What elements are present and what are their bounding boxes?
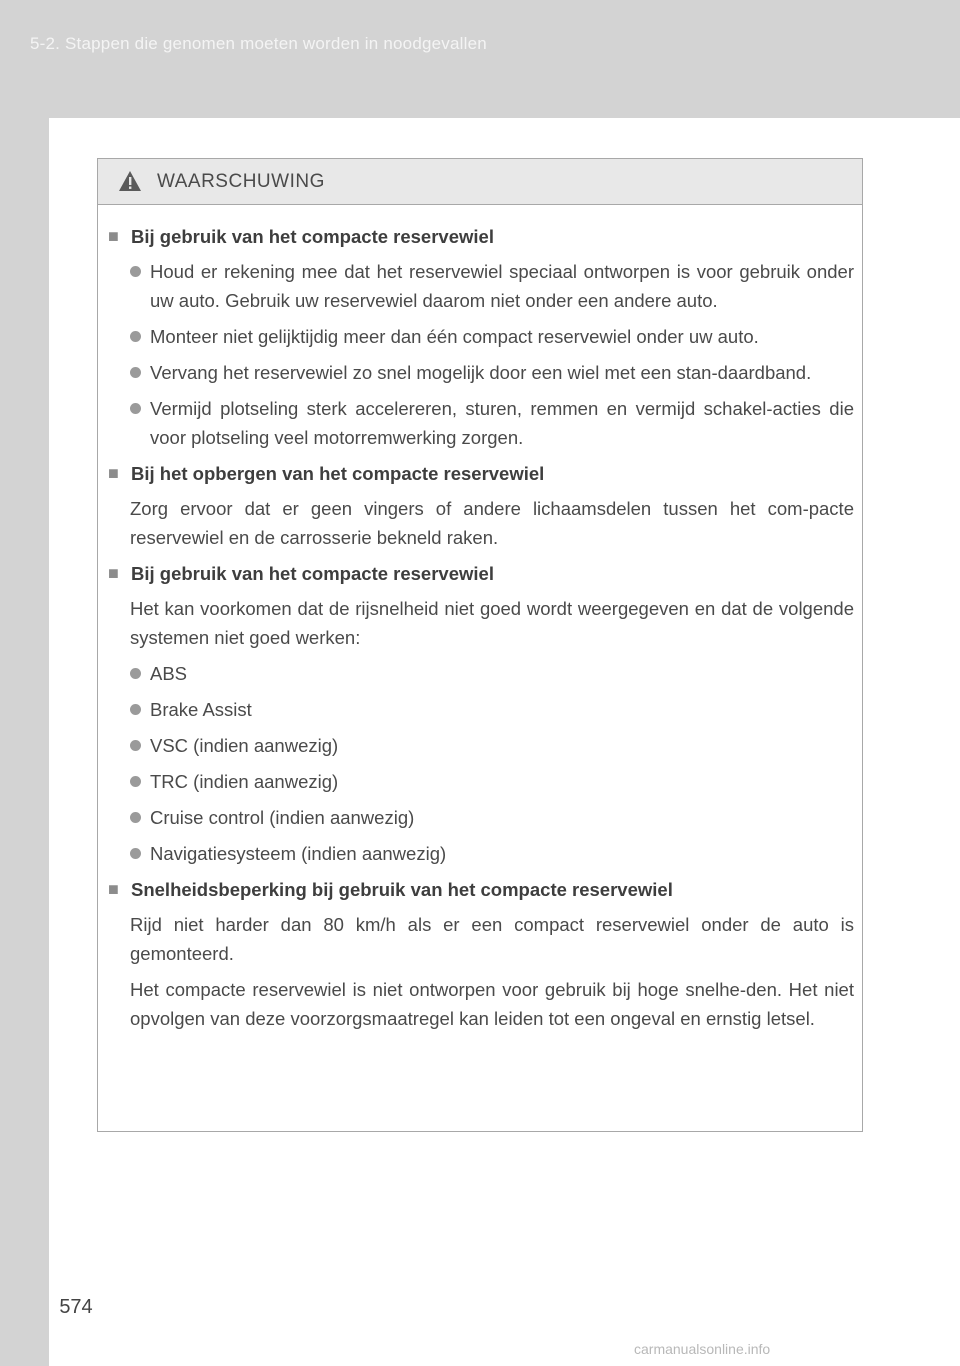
warning-triangle-icon <box>118 170 142 192</box>
square-bullet-icon: ■ <box>108 563 119 583</box>
left-margin-band <box>0 118 49 1366</box>
square-bullet-icon: ■ <box>108 463 119 483</box>
list-item <box>130 803 854 832</box>
heading-text: Snelheidsbeperking bij gebruik van het compacte reservewiel <box>131 879 673 900</box>
circle-bullet-icon <box>130 731 150 760</box>
paragraph: Zorg ervoor dat er geen vingers of andere lichaamsdelen tussen het com-pacte reservewiel en de carrosserie bekneld raken. <box>130 498 854 548</box>
paragraph: Het kan voorkomen dat de rijsnelheid niet goed wordt weergegeven en dat de volgende systemen niet goed werken: <box>130 598 854 648</box>
list-item-text: ABS <box>150 663 188 684</box>
heading-text: Bij gebruik van het compacte reservewiel <box>131 563 494 584</box>
list-item-text: Houd er rekening mee dat het reservewiel speciaal ontworpen is voor gebruik onder uw auto. Gebruik uw reservewiel daarom niet onder een andere auto. <box>150 261 854 311</box>
paragraph: Rijd niet harder dan 80 km/h als er een compact reservewiel onder de auto is gemonteerd. <box>130 914 854 964</box>
list-item-text: Monteer niet gelijktijdig meer dan één compact reservewiel onder uw auto. <box>150 326 759 347</box>
circle-bullet-icon <box>130 394 150 452</box>
list-item-text: VSC (indien aanwezig) <box>150 735 339 756</box>
header-band <box>0 0 960 118</box>
section-heading <box>108 559 854 588</box>
heading-text: Bij gebruik van het compacte reservewiel <box>131 226 494 247</box>
list-item <box>130 659 854 688</box>
list-item <box>130 394 854 452</box>
page-number: 574 <box>59 1296 93 1318</box>
watermark: carmanualsonline.info <box>634 1341 771 1357</box>
circle-bullet-icon <box>130 257 150 315</box>
square-bullet-icon: ■ <box>108 879 119 899</box>
list-item-text: Cruise control (indien aanwezig) <box>150 807 415 828</box>
list-item-text: Vermijd plotseling sterk accelereren, sturen, remmen en vermijd schakel-acties die voor plotseling veel motorremwerking zorgen. <box>150 398 854 448</box>
warning-title: WAARSCHUWING <box>157 171 325 192</box>
circle-bullet-icon <box>130 767 150 796</box>
list-item <box>130 767 854 796</box>
section-title: 5-2. Stappen die genomen moeten worden in noodgevallen <box>30 34 487 53</box>
circle-bullet-icon <box>130 322 150 351</box>
section-heading <box>108 875 854 904</box>
circle-bullet-icon <box>130 803 150 832</box>
list-item <box>130 731 854 760</box>
list-item-text: Brake Assist <box>150 699 252 720</box>
section-heading <box>108 222 854 251</box>
warning-header <box>98 159 862 205</box>
circle-bullet-icon <box>130 695 150 724</box>
circle-bullet-icon <box>130 839 150 868</box>
section-heading <box>108 459 854 488</box>
list-item <box>130 257 854 315</box>
paragraph: Het compacte reservewiel is niet ontworpen voor gebruik bij hoge snelhe-den. Het niet opvolgen van deze voorzorgsmaatregel kan leiden tot een ongeval en ernstig letsel. <box>130 979 854 1029</box>
square-bullet-icon: ■ <box>108 226 119 246</box>
list-item <box>130 322 854 351</box>
list-item-text: Navigatiesysteem (indien aanwezig) <box>150 843 447 864</box>
warning-box <box>97 158 863 1132</box>
list-item <box>130 358 854 387</box>
warning-body <box>98 205 862 1033</box>
list-item <box>130 695 854 724</box>
heading-text: Bij het opbergen van het compacte reservewiel <box>131 463 545 484</box>
list-item <box>130 839 854 868</box>
list-item-text: TRC (indien aanwezig) <box>150 771 339 792</box>
circle-bullet-icon <box>130 659 150 688</box>
circle-bullet-icon <box>130 358 150 387</box>
list-item-text: Vervang het reservewiel zo snel mogelijk door een wiel met een stan-daardband. <box>150 362 812 383</box>
